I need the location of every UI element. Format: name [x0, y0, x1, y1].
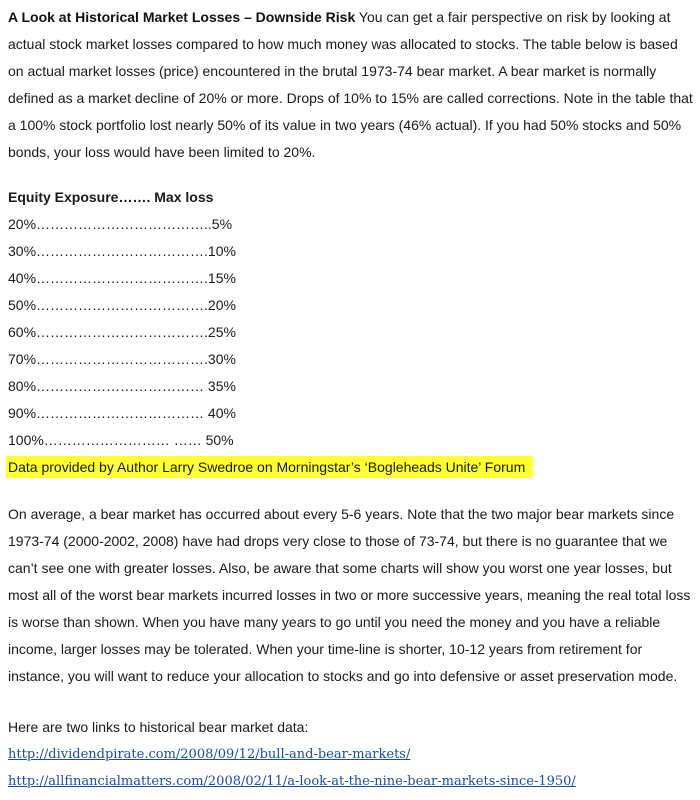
- table-row: 80%……………………………… 35%: [8, 378, 236, 394]
- table-row: 30%……………………………….10%: [8, 243, 236, 259]
- table-source-note: [8, 454, 696, 481]
- highlighted-source: Data provided by Author Larry Swedroe on Morningstar’s ‘Bogleheads Unite’ Forum: [6, 456, 533, 478]
- table-row: 60%……………………………….25%: [8, 324, 236, 340]
- table-row: 50%……………………………….20%: [8, 297, 236, 313]
- article: [8, 0, 696, 795]
- table-row: 20%………………………………..5%: [8, 216, 233, 232]
- section-title: A Look at Historical Market Losses – Downside Risk: [8, 9, 356, 25]
- table-header: Equity Exposure……. Max loss: [8, 189, 214, 205]
- link-dividendpirate[interactable]: http://dividendpirate.com/2008/09/12/bull-and-bear-markets/: [8, 747, 411, 762]
- table-row: 90%……………………………… 40%: [8, 405, 236, 421]
- table-row: 100%……………………… …… 50%: [8, 432, 234, 448]
- table-row: 40%……………………………….15%: [8, 270, 236, 286]
- intro-text: You can get a fair perspective on risk by looking at actual stock market losses compared to how much money was allocated to stocks. The table below is based on actual market losses (price) encountered in the brutal 1973-74 bear market. A bear market is normally defined as a market decline of 20% or more. Drops of 10% to 15% are called corrections. Note in the table that a 100% stock portfolio lost nearly 50% of its value in two years (46% actual). If you had 50% stocks and 50% bonds, your loss would have been limited to 20%.: [8, 9, 693, 160]
- bear-market-paragraph: On average, a bear market has occurred about every 5-6 years. Note that the two major bear markets since 1973-74 (2000-2002, 2008) have had drops very close to those of 73-74, but there is no guarantee that we can’t see one with greater losses. Also, be aware that some charts will show you worst one year losses, but most all of the worst bear markets incurred losses in two or more successive years, meaning the real total loss is worse than shown. When you have many years to go until you need the money and you have a reliable income, larger losses may be tolerated. When your time-line is shorter, 10-12 years from retirement for instance, you will want to reduce your allocation to stocks and go into defensive or asset preservation mode.: [8, 506, 691, 684]
- intro-paragraph: [8, 0, 696, 166]
- loss-table: [8, 184, 696, 481]
- link-allfinancialmatters[interactable]: http://allfinancialmatters.com/2008/02/11/a-look-at-the-nine-bear-markets-since-1950/: [8, 774, 576, 789]
- links-intro: Here are two links to historical bear market data:: [8, 719, 309, 735]
- table-row: 70%……………………………….30%: [8, 351, 236, 367]
